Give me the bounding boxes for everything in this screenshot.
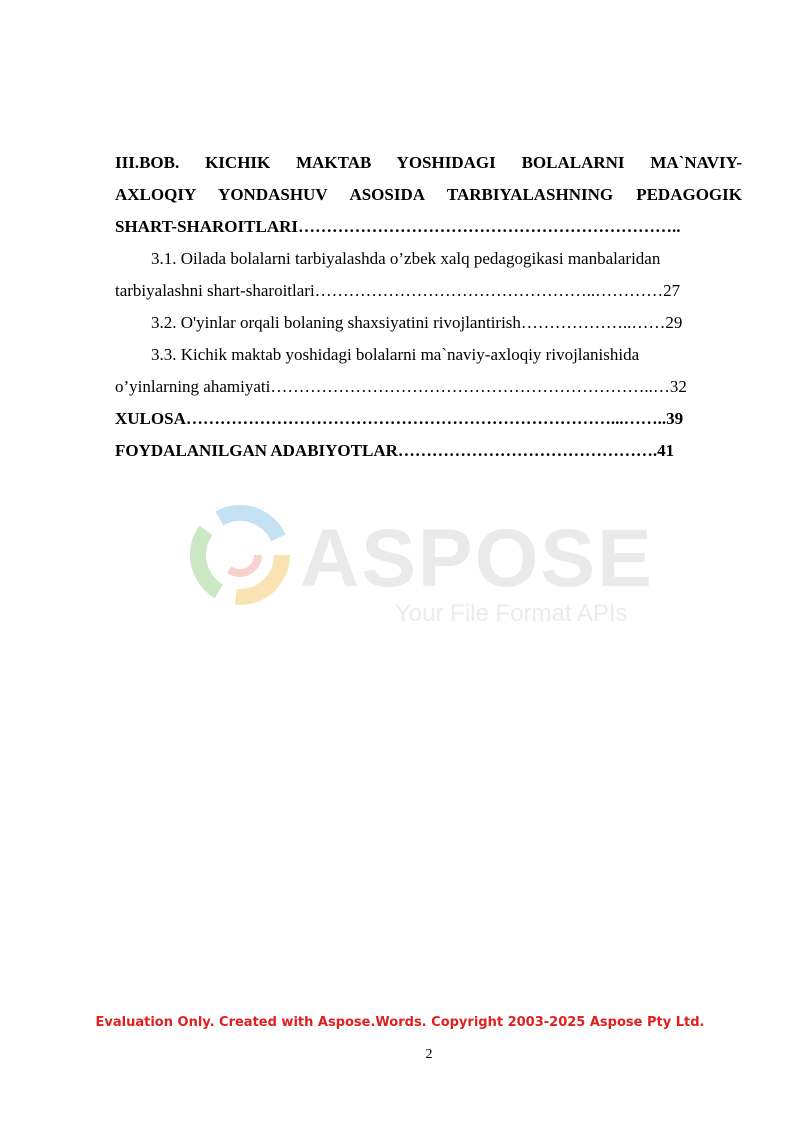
toc-section-3-3-line2: o’yinlarning ahamiyati…………………………………………………………..…32 <box>115 377 687 396</box>
toc-section-3-3-line1: 3.3. Kichik maktab yoshidagi bolalarni ma`naviy-axloqiy rivojlanishida <box>151 345 640 364</box>
toc-chapter-title-line2: AXLOQIY YONDASHUV ASOSIDA TARBIYALASHNING PEDAGOGIK <box>115 185 742 204</box>
page-number: 2 <box>425 1047 433 1062</box>
aspose-watermark <box>185 500 685 640</box>
toc-references: FOYDALANILGAN ADABIYOTLAR……………………………………….41 <box>115 441 675 460</box>
toc-section-3-2: 3.2. O'yinlar orqali bolaning shaxsiyatini rivojlantirish………………..……29 <box>151 313 683 332</box>
toc-chapter-title-line3: SHART-SHAROITLARI………………………………………………………….. <box>115 217 681 236</box>
watermark-tagline: Your File Format APIs <box>395 600 628 627</box>
toc-section-3-1-line1: 3.1. Oilada bolalarni tarbiyalashda o’zbek xalq pedagogikasi manbalaridan <box>151 249 661 268</box>
toc-section-3-1-line2: tarbiyalashni shart-sharoitlari…………………………………………..…………27 <box>115 281 681 300</box>
toc-chapter-title-line1: III.BOB. KICHIK MAKTAB YOSHIDAGI BOLALARNI MA`NAVIY- <box>115 153 742 172</box>
aspose-logo-icon <box>185 500 295 610</box>
table-of-contents <box>115 147 742 467</box>
watermark-brand: ASPOSE <box>300 513 654 604</box>
toc-conclusion: XULOSA…………………………………………………………………...……..39 <box>115 409 684 428</box>
evaluation-notice: Evaluation Only. Created with Aspose.Words. Copyright 2003-2025 Aspose Pty Ltd. <box>95 1015 705 1030</box>
